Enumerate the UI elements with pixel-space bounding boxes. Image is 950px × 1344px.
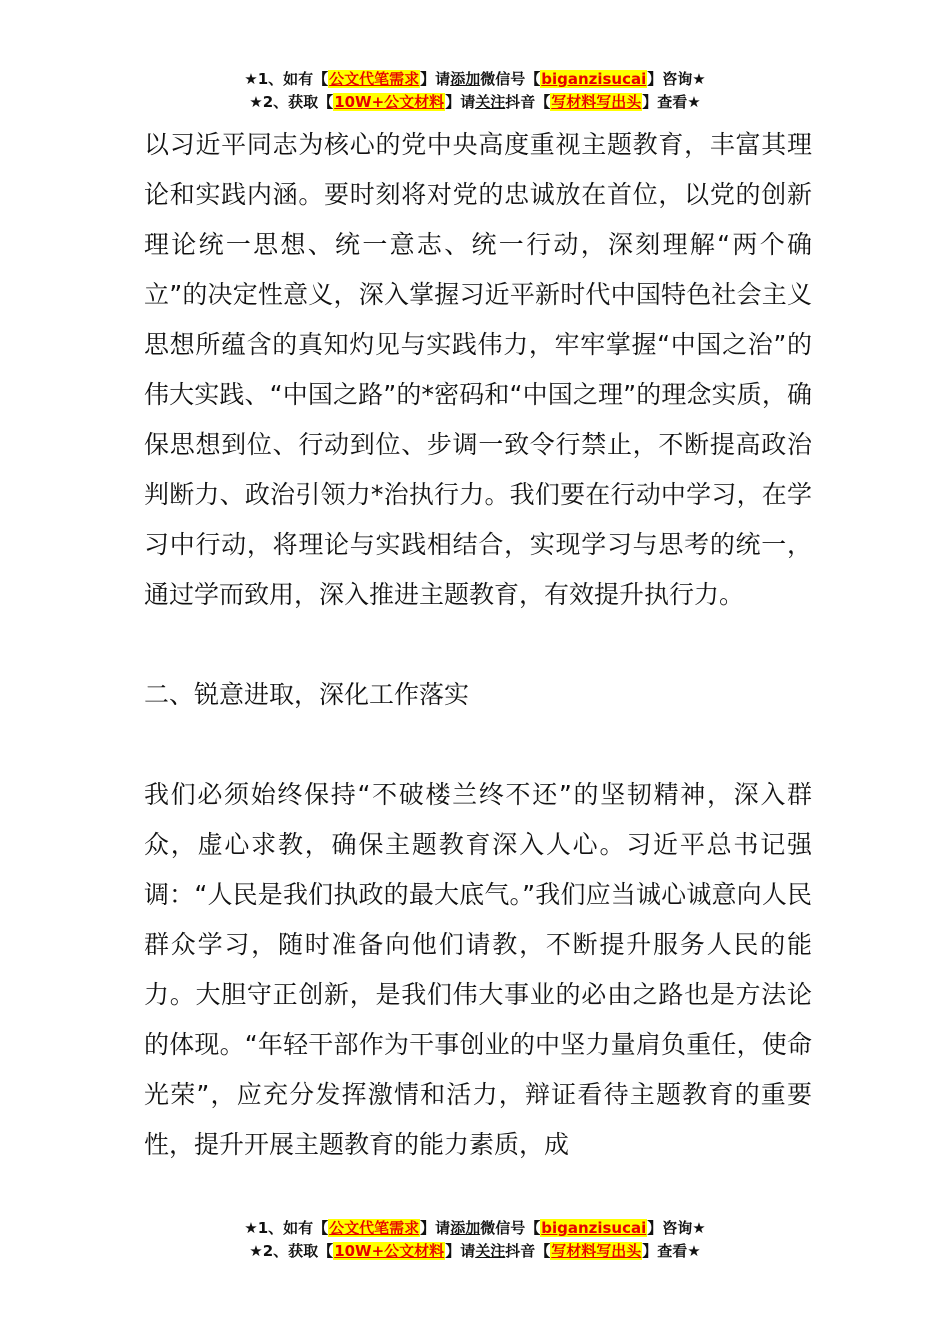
banner-text: 】请 — [420, 1219, 451, 1237]
banner-line-2 — [0, 91, 950, 114]
banner-text: ★2、获取【 — [249, 93, 334, 111]
footer-banner — [0, 1217, 950, 1263]
banner-line-2 — [0, 1240, 950, 1263]
highlight-materials: 10W+公文材料 — [334, 93, 445, 111]
banner-text: 】请 — [420, 70, 451, 88]
banner-text: 】请 — [445, 1242, 476, 1260]
document-body — [144, 120, 812, 1170]
highlight-ghostwriting: 公文代笔需求 — [329, 70, 420, 88]
banner-text: 微信号【 — [480, 70, 541, 88]
paragraph-2: 我们必须始终保持“不破楼兰终不还”的坚韧精神，深入群众，虚心求教，确保主题教育深入人心。习近平总书记强调：“人民是我们执政的最大底气。”我们应当诚心诚意向人民群众学习，随时准备向他们请教，不断提升服务人民的能力。大胆守正创新，是我们伟大事业的必由之路也是方法论的体现。“年轻干部作为干事创业的中坚力量肩负重任，使命光荣”，应充分发挥激情和活力，辩证看待主题教育的重要性，提升开展主题教育的能力素质，成 — [144, 780, 812, 1159]
paragraph-1: 以习近平同志为核心的党中央高度重视主题教育，丰富其理论和实践内涵。要时刻将对党的忠诚放在首位，以党的创新理论统一思想、统一意志、统一行动，深刻理解“两个确立”的决定性意义，深入掌握习近平新时代中国特色社会主义思想所蕴含的真知灼见与实践伟力，牢牢掌握“中国之治”的伟大实践、“中国之路”的*密码和“中国之理”的理念实质，确保思想到位、行动到位、步调一致令行禁止，不断提高政治判断力、政治引领力*治执行力。我们要在行动中学习，在学习中行动，将理论与实践相结合，实现学习与思考的统一，通过学而致用，深入推进主题教育，有效提升执行力。 — [144, 130, 812, 609]
banner-text: ★1、如有【 — [244, 70, 329, 88]
banner-line-1 — [0, 68, 950, 91]
highlight-wechat-id: biganzisucai — [541, 1219, 647, 1237]
highlight-douyin: 写材料写出头 — [551, 93, 642, 111]
banner-text: 】查看★ — [642, 1242, 701, 1260]
banner-text-underlined: 添加 — [450, 70, 481, 88]
banner-text: ★1、如有【 — [244, 1219, 329, 1237]
banner-text: 抖音【 — [505, 1242, 551, 1260]
header-banner — [0, 68, 950, 114]
banner-text: 微信号【 — [480, 1219, 541, 1237]
banner-text: 】咨询★ — [647, 1219, 706, 1237]
highlight-douyin: 写材料写出头 — [551, 1242, 642, 1260]
highlight-wechat-id: biganzisucai — [541, 70, 647, 88]
banner-text: 】请 — [445, 93, 476, 111]
highlight-materials: 10W+公文材料 — [334, 1242, 445, 1260]
banner-line-1 — [0, 1217, 950, 1240]
section-heading-2: 二、锐意进取，深化工作落实 — [144, 680, 470, 709]
banner-text: 抖音【 — [505, 93, 551, 111]
banner-text-underlined: 关注 — [475, 1242, 506, 1260]
banner-text-underlined: 关注 — [475, 93, 506, 111]
highlight-ghostwriting: 公文代笔需求 — [329, 1219, 420, 1237]
paragraph-gap — [144, 620, 812, 670]
banner-text: ★2、获取【 — [249, 1242, 334, 1260]
banner-text-underlined: 添加 — [450, 1219, 481, 1237]
banner-text: 】查看★ — [642, 93, 701, 111]
paragraph-gap — [144, 720, 812, 770]
banner-text: 】咨询★ — [647, 70, 706, 88]
